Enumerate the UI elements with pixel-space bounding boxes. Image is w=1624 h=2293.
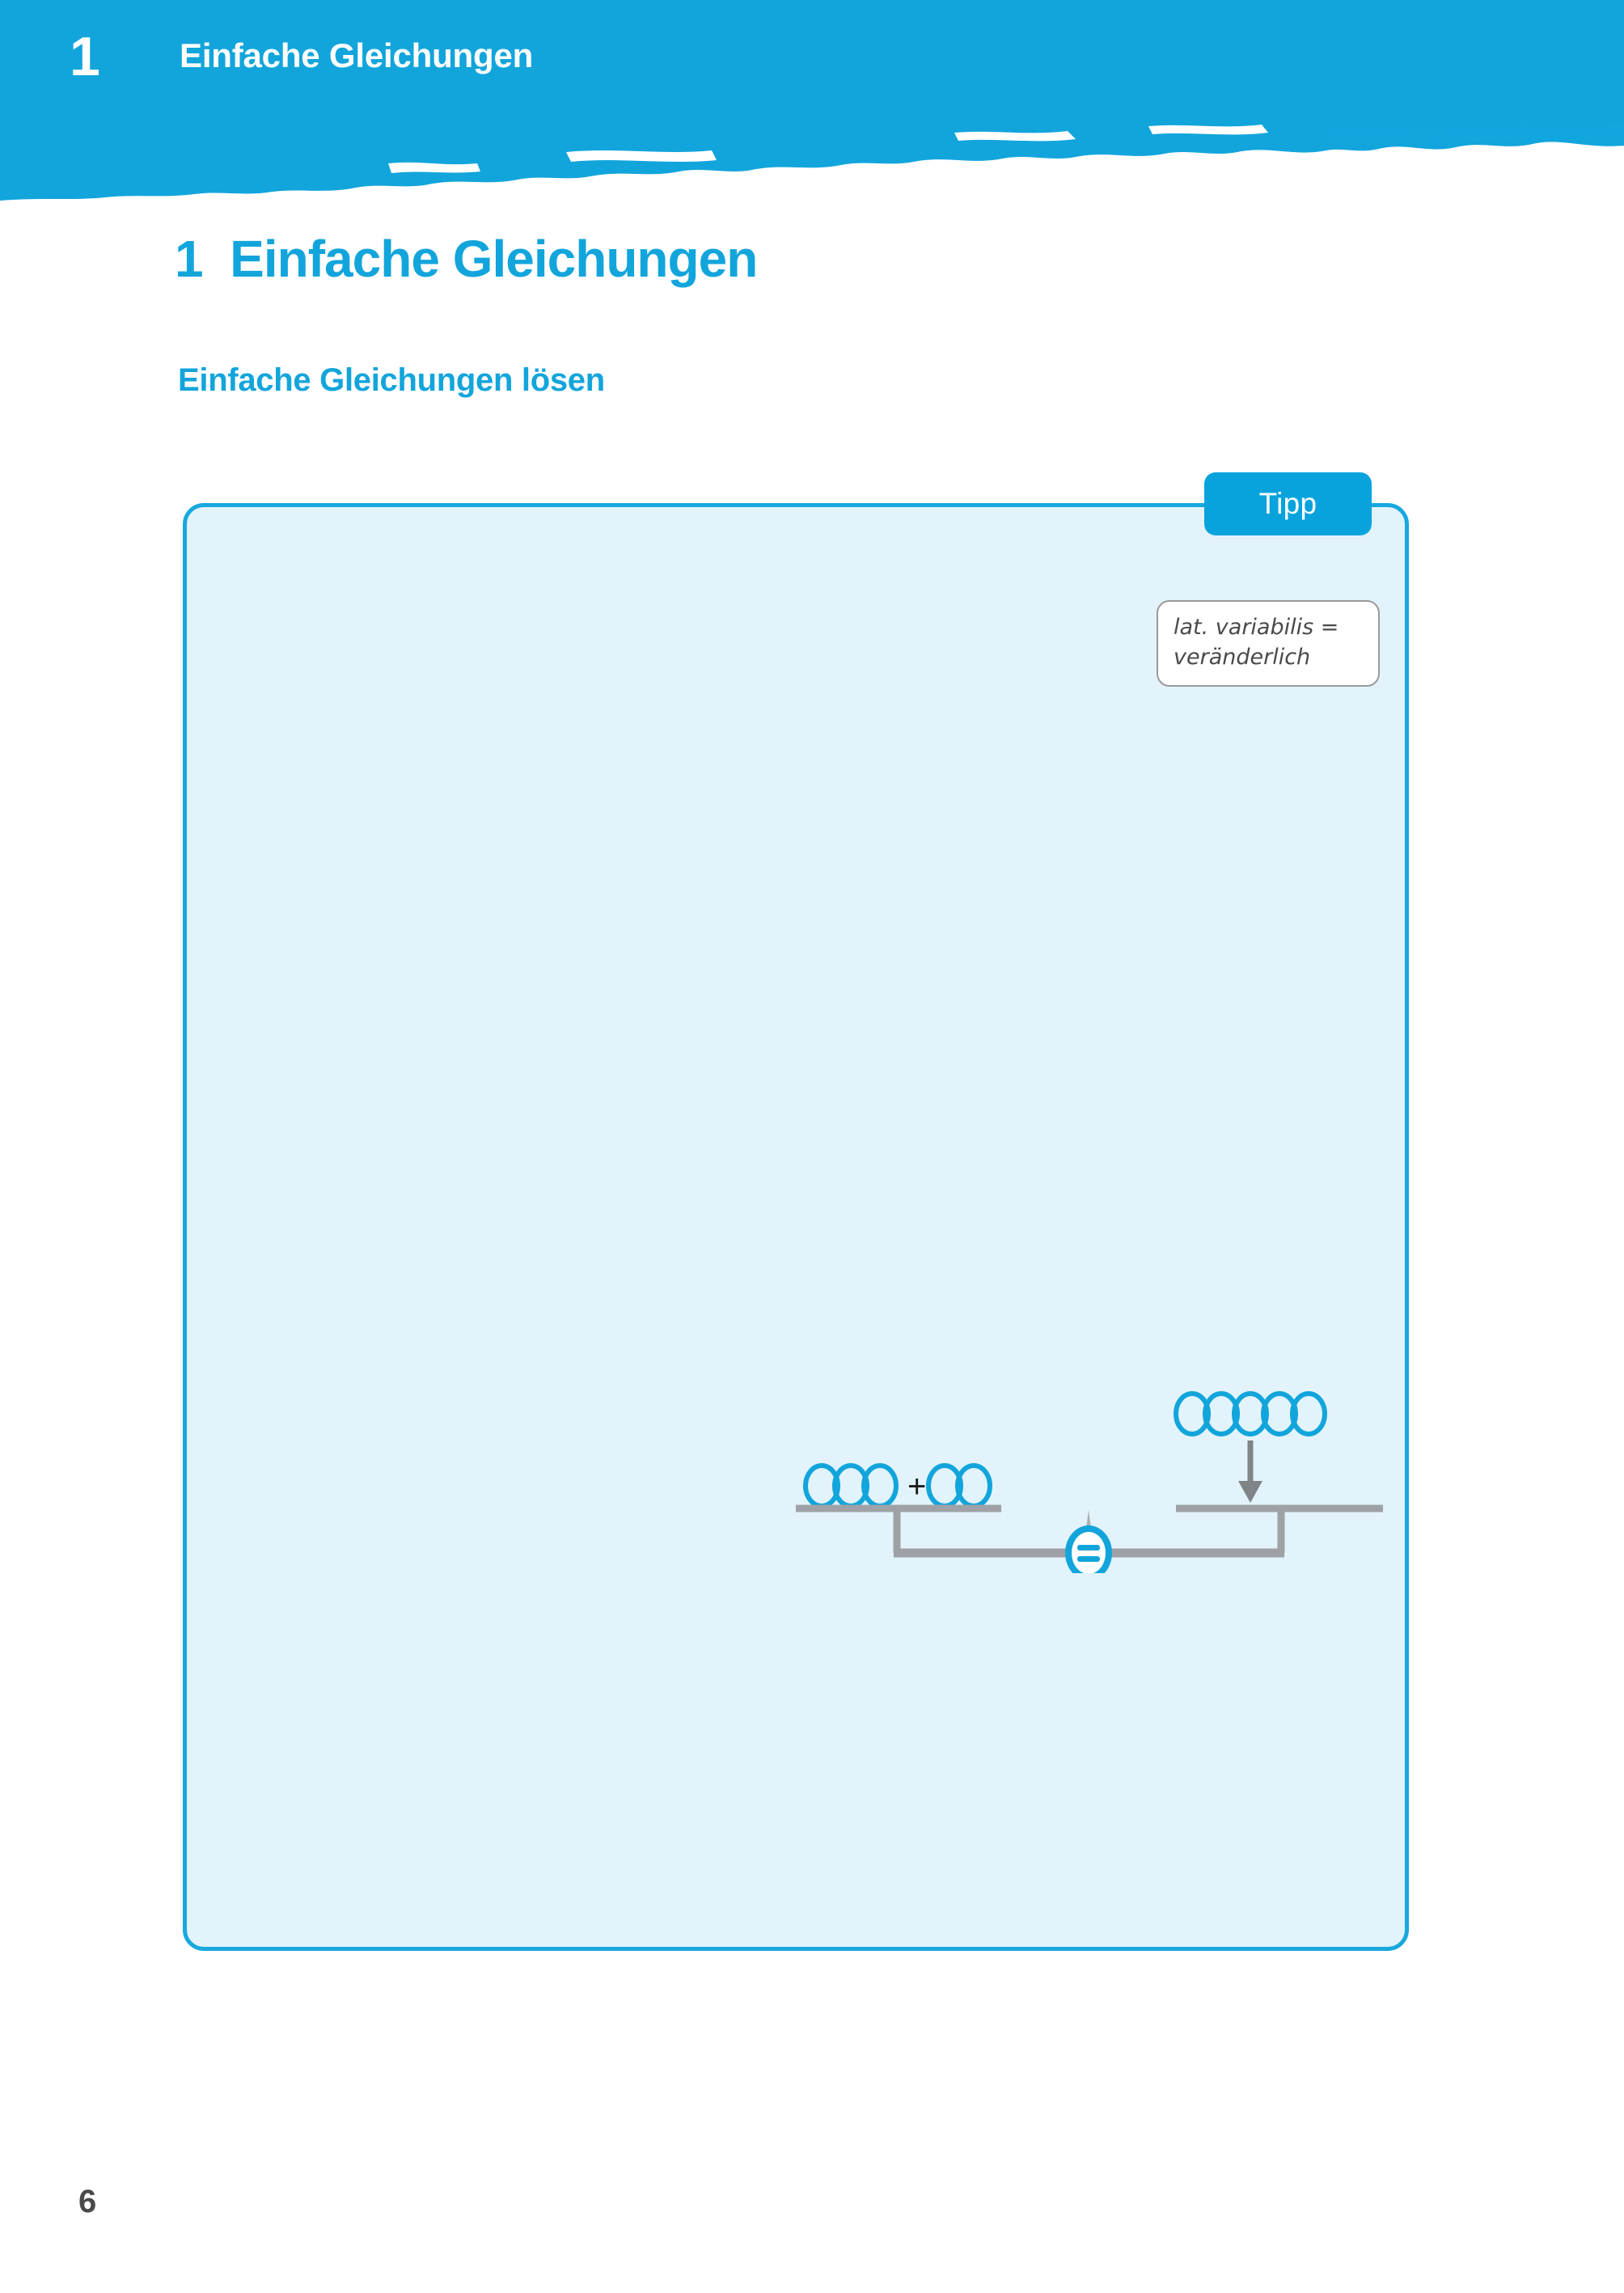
plus-sign-label: + — [907, 1469, 927, 1504]
down-arrow-icon — [1238, 1441, 1262, 1503]
info-box — [183, 503, 1409, 1951]
balance-scale-svg — [768, 1387, 1399, 1573]
left-ring-group-a — [806, 1466, 896, 1506]
header-brush-edge — [0, 113, 1624, 202]
side-note-latin — [1157, 600, 1380, 687]
page-title: 1 Einfache Gleichungen — [175, 230, 758, 288]
right-ring-group — [1176, 1394, 1325, 1434]
page-number: 6 — [78, 2184, 97, 2219]
page-header-band — [0, 0, 1624, 186]
side-note-line-1: lat. variabilis = — [1174, 615, 1339, 640]
tipp-badge: Tipp — [1204, 472, 1372, 535]
header-chapter-title: Einfache Gleichungen — [180, 36, 534, 74]
balance-scale-diagram — [768, 1387, 1399, 1573]
section-title: Einfache Gleichungen lösen — [178, 362, 605, 398]
header-chapter-number: 1 — [70, 26, 99, 87]
fulcrum-equals-badge — [1065, 1525, 1112, 1573]
left-ring-group-b — [928, 1466, 990, 1506]
side-note-line-2: veränderlich — [1174, 645, 1311, 670]
